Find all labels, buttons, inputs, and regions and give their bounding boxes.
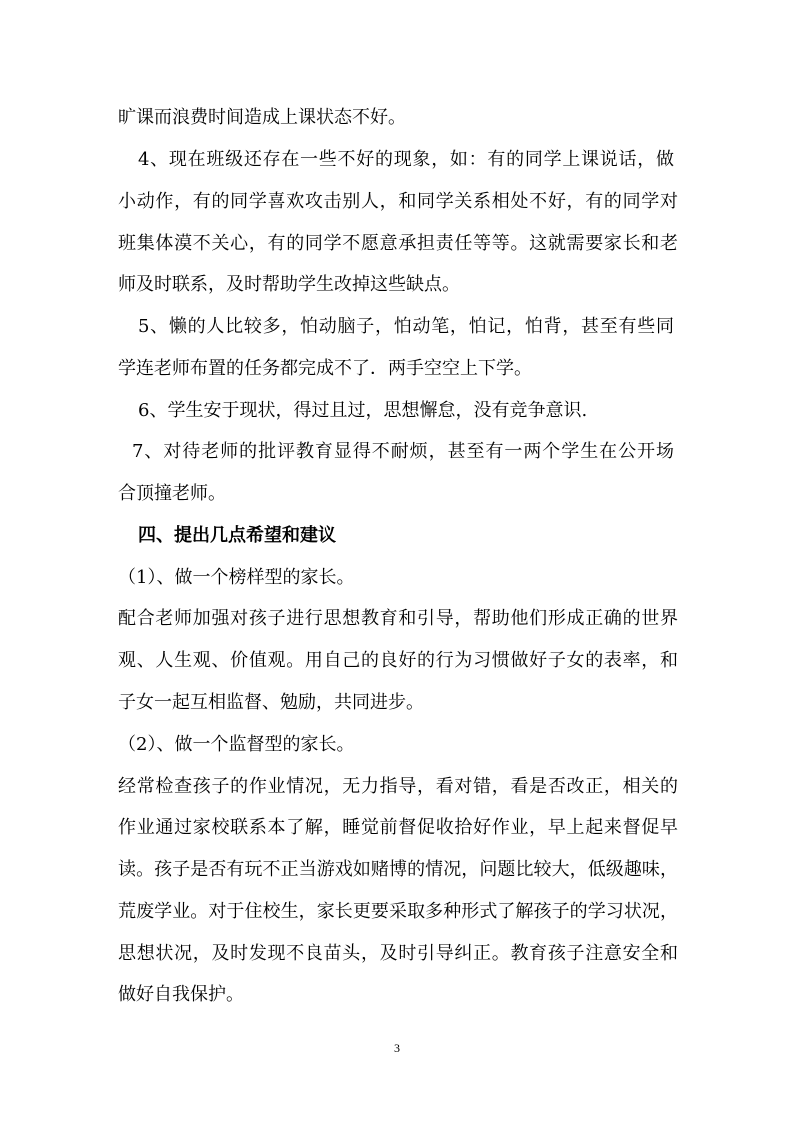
text-line: 旷课而浪费时间造成上课状态不好。 [118,107,406,128]
text-line: 作业通过家校联系本了解，睡觉前督促收拾好作业，早上起来督促早 [118,817,678,838]
text-line: 班集体漠不关心，有的同学不愿意承担责任等等。这就需要家长和老 [118,233,678,254]
text-line: 小动作，有的同学喜欢攻击别人，和同学关系相处不好，有的同学对 [118,191,678,212]
text-line: 经常检查孩子的作业情况，无力指导，看对错，看是否改正，相关的 [118,776,678,797]
text-line: 师及时联系，及时帮助学生改掉这些缺点。 [118,274,460,295]
text-line: 5、懒的人比较多，怕动脑子，怕动笔，怕记，怕背，甚至有些同 [138,316,674,337]
text-line: 合顶撞老师。 [118,483,226,504]
text-line: （1）、做一个榜样型的家长。 [118,567,355,588]
text-line: 配合老师加强对孩子进行思想教育和引导，帮助他们形成正确的世界 [118,608,678,629]
text-line: 荒废学业。对于住校生，家长更要采取多种形式了解孩子的学习状况， [118,901,678,922]
text-line: 观、人生观、价值观。用自己的良好的行为习惯做好子女的表率，和 [118,650,678,671]
text-line: 思想状况，及时发现不良苗头，及时引导纠正。教育孩子注意安全和 [118,943,678,964]
section-heading: 四、提出几点希望和建议 [138,525,336,546]
text-line: 子女一起互相监督、勉励，共同进步。 [118,692,424,713]
text-line: 6、学生安于现状，得过且过，思想懈怠，没有竞争意识. [138,400,588,421]
text-line: 读。孩子是否有玩不正当游戏如赌博的情况，问题比较大，低级趣味， [118,859,678,880]
text-line: 4、现在班级还存在一些不好的现象，如：有的同学上课说话，做 [138,149,674,170]
text-line: 7、对待老师的批评教育显得不耐烦，甚至有一两个学生在公开场 [132,441,674,462]
page-number: 3 [394,1041,400,1055]
text-line: 做好自我保护。 [118,984,244,1005]
text-line: （2）、做一个监督型的家长。 [118,734,355,755]
text-line: 学连老师布置的任务都完成不了．两手空空上下学。 [118,358,532,379]
